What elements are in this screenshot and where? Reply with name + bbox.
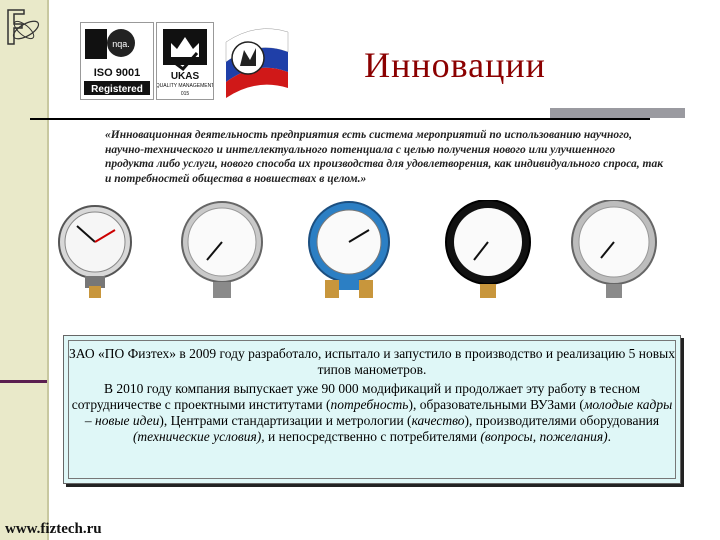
info-panel	[63, 335, 681, 484]
gost-flag-logo	[216, 22, 296, 98]
page-title: Инновации	[364, 45, 546, 85]
p2-italic-quality: качество	[411, 413, 465, 428]
svg-text:ISO 9001: ISO 9001	[93, 67, 141, 79]
svg-text:015: 015	[180, 91, 190, 97]
p2-text-i: и непосредственно с потребителями	[264, 429, 481, 444]
gauge-photo	[177, 200, 267, 300]
p2-italic-conditions: (технические условия),	[132, 429, 265, 444]
sidebar-divider	[47, 0, 49, 540]
precision-gauge-icon	[440, 200, 536, 300]
innovation-quote: «Инновационная деятельность предприятия есть система мероприятий по использованию научного, научно-технического и интеллектуального потенциала с целью получения нового или улучшенного продукта либо услуги, нового способа их производства для удовлетворения, как индивидуального спроса, так и потребностей общества в новшествах в целом.»	[105, 129, 664, 185]
differential-gauge-icon	[303, 200, 395, 300]
gauge-photo	[303, 200, 395, 300]
svg-text:QUALITY MANAGEMENT: QUALITY MANAGEMENT	[157, 83, 213, 89]
gauge-photo	[55, 200, 135, 300]
website-link[interactable]: www.fiztech.ru	[5, 521, 102, 537]
p2-text-k: .	[607, 429, 612, 444]
p2-text-e: ), Центрами стандартизации и метрологии (	[159, 413, 412, 428]
info-panel-frame	[68, 340, 676, 479]
company-emblem-icon	[2, 4, 42, 52]
steel-bottom-gauge-icon	[565, 200, 663, 300]
gauge-gallery	[55, 200, 675, 300]
nqa-iso-logo	[80, 22, 154, 100]
electrocontact-gauge-icon	[55, 200, 135, 300]
certification-logos	[80, 22, 300, 100]
nqa-seal-icon	[81, 23, 153, 99]
gauge-photo	[565, 200, 663, 300]
svg-text:nqa.: nqa.	[112, 39, 130, 49]
title-accent-bar	[550, 108, 685, 118]
panel-accent-line	[0, 380, 47, 383]
p2-text-g: ), производителями оборудования	[464, 413, 660, 428]
gauge-photo	[440, 200, 536, 300]
ukas-crown-icon	[157, 23, 213, 99]
p2-italic-need: потребность	[330, 397, 409, 412]
title-rule	[30, 118, 650, 120]
p2-text-c: ), образовательными ВУЗами (	[408, 397, 584, 412]
p2-italic-wishes: (вопросы, пожелания)	[480, 429, 608, 444]
russian-flag-icon	[216, 22, 296, 98]
svg-text:UKAS: UKAS	[170, 71, 200, 82]
steel-gauge-icon	[177, 200, 267, 300]
p2-text-a: В 2010 году компания выпускает уже 90 000 модификаций и продолжает эту работу в тесном сотрудничестве с проектными институтами (	[71, 381, 641, 412]
panel-paragraph-2009: ЗАО «ПО Физтех» в 2009 году разработало, испытало и запустило в производство и реализацию 5 новых типов манометров.	[69, 346, 675, 377]
panel-paragraph-2010	[69, 381, 675, 445]
ukas-logo	[156, 22, 214, 100]
left-sidebar	[0, 0, 47, 540]
svg-text:Registered: Registered	[91, 84, 143, 95]
p2-italic-ideas: молодые кадры – новые идеи	[84, 397, 673, 428]
